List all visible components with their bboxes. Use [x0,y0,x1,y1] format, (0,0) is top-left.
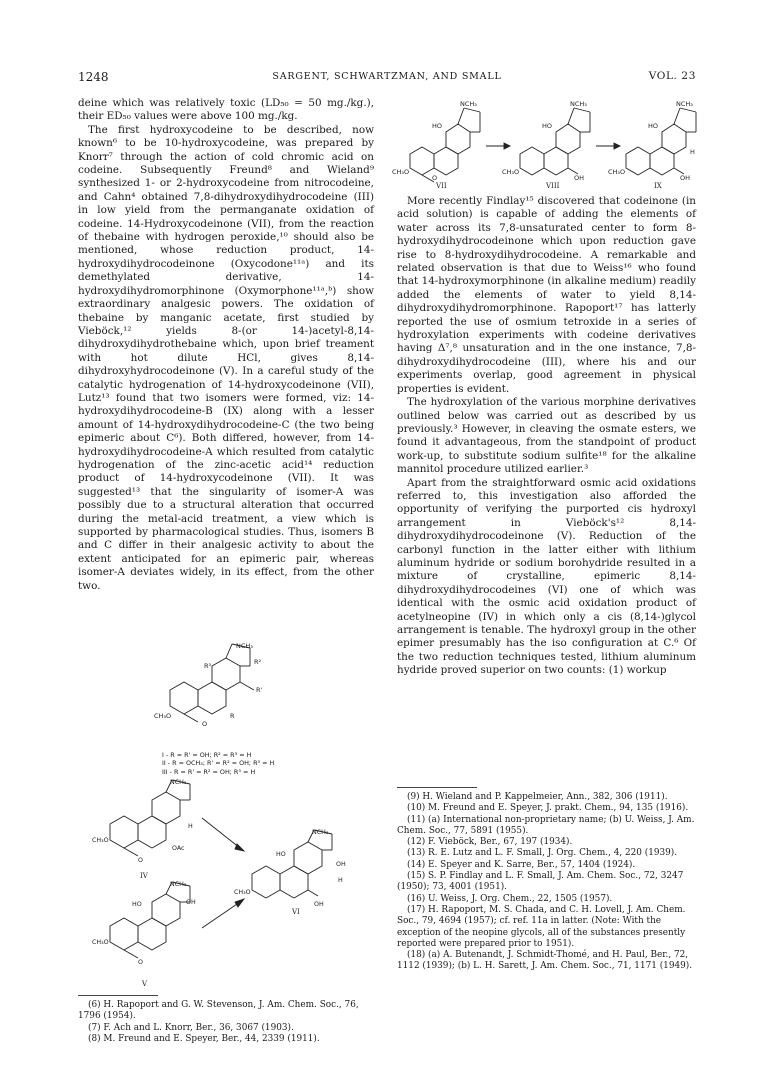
footnote-rule-left [78,995,158,996]
paragraph: The hydroxylation of the various morphine derivatives outlined below was carried out as described by us previously.³ However, in cleaving the osmate esters, we found it advantageous, from the standpoint of product work-up, to substitute sodium sulfite¹⁸ for the alkaline mannitol procedure utilized earlier.³ [397,396,696,476]
footnote: (9) H. Wieland and P. Kappelmeier, Ann., 382, 306 (1911). [407,792,668,802]
compound-label: VIII [546,182,560,188]
right-column-text [397,195,696,678]
atom-label: OH [336,861,346,868]
page-number: 1248 [78,70,109,84]
atom-label: NCH₃ [170,881,187,888]
left-column-text [78,97,374,593]
atom-label: NCH₃ [236,642,253,650]
atom-label: HO [432,122,443,130]
left-footnotes [78,1000,374,1045]
footnote: (12) F. Vieböck, Ber., 67, 197 (1934). [407,837,573,848]
footnote: (6) H. Rapoport and G. W. Stevenson, J. Am. Chem. Soc., 76, 1796 (1954). [78,1000,359,1022]
atom-label: HO [648,122,659,130]
footnote: (7) F. Ach and L. Knorr, Ber., 36, 3067 (1903). [88,1022,294,1033]
atom-label: HO [276,851,286,858]
atom-label: CH₃O [92,837,109,844]
atom-label: O [202,720,208,728]
atom-label: CH₃O [92,939,109,946]
atom-label: H [188,823,193,830]
general-structure-legend [162,751,274,776]
atom-label: OH [574,174,585,182]
paragraph: Apart from the straightforward osmic acid oxidations referred to, this investigation also afforded the opportunity of verifying the purported cis hydroxyl arrangement in Vieböck's¹² 8,14-dihydroxydihydrocodeinone (V). Reduction of the carbonyl function in the latter either with lithium aluminum hydride or sodium borohydride resulted in a mixture of crystalline, epimeric 8,14-dihydroxydihydrocodeines (VI) one of which was identical with the osmic acid oxidation product of acetylneopine (IV) in which only a cis (8,14-)glycol arrangement is tenable. The hydroxyl group in the other epimer presumably has the iso configuration at C.⁶ Of the two reduction techniques tested, lithium aluminum hydride proved superior on two counts: (1) workup [397,476,696,677]
atom-label: NCH₃ [460,100,477,108]
legend-line: II - R = OCH₃; R' = R² = OH; R³ = H [162,759,275,768]
footnote: (13) R. E. Lutz and L. F. Small, J. Org. Chem., 4, 220 (1939). [407,848,678,859]
paragraph: deine which was relatively toxic (LD₅₀ = 50 mg./kg.), their ED₅₀ values were above 100 mg./kg. [78,97,374,123]
atom-label: O [432,174,438,182]
footnote: (14) E. Speyer and K. Sarre, Ber., 57, 1404 (1924). [407,859,636,870]
scheme-top [392,98,702,188]
page-header [78,70,696,86]
compound-label: IV [140,872,148,880]
atom-label: OH [186,899,196,906]
footnote: (17) H. Rapoport, M. S. Chada, and C. H. Lovell, J. Am. Chem. Soc., 79, 4694 (1957); cf. ref. 11a in latter. (Note: With the exception of the neopine glycols, all of the substances presently reported were prepared prior to 1951). [397,904,686,949]
footnote: (15) S. P. Findlay and L. F. Small, J. Am. Chem. Soc., 72, 3247 (1950); 73, 4001 (1951). [397,871,684,893]
atom-label: R [230,712,235,720]
atom-label: R² [254,658,262,666]
footnote: (11) (a) International non-proprietary name; (b) U. Weiss, J. Am. Chem. Soc., 77, 5891 (1955). [397,814,695,836]
atom-label: HO [542,122,553,130]
volume-label: VOL. 23 [648,70,696,82]
atom-label: NCH₃ [570,100,587,108]
running-title: SARGENT, SCHWARTZMAN, AND SMALL [272,71,502,82]
legend-line: III - R = R' = R² = OH; R³ = H [162,767,256,776]
general-structure-figure [150,640,300,750]
compound-label: V [142,980,148,988]
atom-label: CH₃O [234,889,251,896]
atom-label: NCH₃ [312,829,329,836]
footnote-rule-right [397,787,477,788]
footnote: (18) (a) A. Butenandt, J. Schmidt-Thomé, and H. Paul, Ber., 72, 1112 (1939); (b) L. H. Sarett, J. Am. Chem. Soc., 71, 1171 (1949). [397,950,693,972]
atom-label: CH₃O [154,712,172,720]
atom-label: NCH₃ [676,100,693,108]
footnote: (10) M. Freund and E. Speyer, J. prakt. Chem., 94, 135 (1916). [407,803,689,814]
atom-label: R' [256,686,263,694]
atom-label: O [138,959,143,966]
atom-label: R³ [204,662,212,670]
paragraph: The first hydroxycodeine to be described, now known⁶ to be 10-hydroxycodeine, was prepared by Knorr⁷ through the action of cold chromic acid on codeine. Subsequently Freund⁸ and Wieland⁹ synthesized 1- or 2-hydroxycodeine from nitrocodeine, and Cahn⁴ obtained 7,8-dihydroxydihydrocodeine (III) in low yield from the permanganate oxidation of codeine. 14-Hydroxycodeinone (VII), from the reaction of thebaine with hydrogen peroxide,¹⁰ should also be mentioned, whose reduction product, 14-hydroxydihydrocodeinone (Oxycodone¹¹ᵃ) and its demethylated derivative, 14-hydroxydihydromorphinone (Oxymorphone¹¹ᵃ,ᵇ) show extraordinary analgesic powers. The oxidation of thebaine by manganic acetate, first studied by Vieböck,¹² yields 8-(or 14-)acetyl-8,14-dihydroxydihydrothebaine which, upon brief treament with hot dilute HCl, gives 8,14-dihydroxyhydrocodeinone (V). In a careful study of the catalytic hydrogenation of 14-hydroxycodeinone (VII), Lutz¹³ found that two isomers were formed, viz: 14-hydroxydihydrocodeine-B (IX) along with a lesser amount of 14-hydroxydihydrocodeine-C (the two being epimeric about C⁶). Both differed, however, from 14-hydroxydihydrocodeine-A which resulted from catalytic hydrogenation of the zinc-acetic acid¹⁴ reduction product of 14-hydroxycodeinone (VII). It was suggested¹³ that the singularity of isomer-A was possibly due to a structural alteration that occurred during the metal-acid treatment, a view which is supported by pharmacological studies. Thus, isomers B and C differ in their analgesic activity to about the extent anticipated for an epimeric pair, whereas isomer-A deviates widely, in its effect, from the other two. [78,123,374,592]
atom-label: OH [314,901,324,908]
footnote: (16) U. Weiss, J. Org. Chem., 22, 1505 (1957). [407,893,613,904]
atom-label: NCH₃ [170,779,187,786]
compound-label: VII [436,182,447,188]
atom-label: O [138,857,143,864]
footnote: (8) M. Freund and E. Speyer, Ber., 44, 2339 (1911). [88,1033,320,1044]
atom-label: CH₃O [502,168,520,176]
compound-label: VI [292,908,300,916]
atom-label: CH₃O [608,168,626,176]
atom-label: H [338,877,343,884]
legend-line: I - R = R' = OH; R² = R³ = H [162,751,252,759]
atom-label: OH [680,174,691,182]
atom-label: H [690,148,695,156]
scheme-bottom [92,778,372,990]
atom-label: HO [132,901,142,908]
atom-label: OAc [172,845,185,852]
compound-label: IX [654,182,662,188]
right-footnotes [397,792,696,973]
atom-label: CH₃O [392,168,410,176]
paragraph: More recently Findlay¹⁵ discovered that codeinone (in acid solution) is capable of adding the elements of water across its 7,8-unsaturated center to form 8-hydroxydihydrocodeinone which upon reduction gave rise to 8-hydroxydihydrocodeine. A remarkable and related observation is that due to Weiss¹⁶ who found that 14-hydroxymorphinone (in alkaline medium) readily added the elements of water to yield 8,14-dihydroxydihydromorphinone. Rapoport¹⁷ has latterly reported the use of osmium tetroxide in a series of hydroxylation experiments with codeine derivatives having Δ⁷,⁸ unsaturation and in the one instance, 7,8-dihydroxydihydrocodeine (III), where his and our experiments overlap, good agreement in physical properties is evident. [397,195,696,395]
